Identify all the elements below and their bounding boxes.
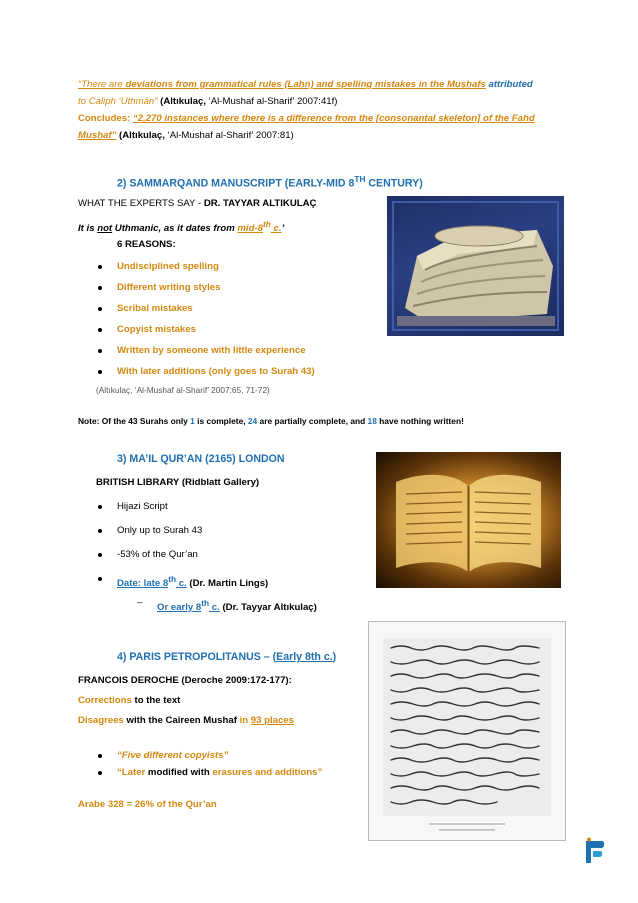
deroche-line: FRANCOIS DEROCHE (Deroche 2009:172-177): (78, 675, 292, 686)
note-line: Note: Of the 43 Surahs only 1 is complete, 24 are partially complete, and 18 have nothing written! (78, 416, 464, 426)
london-quran-photo (376, 452, 561, 588)
reason-item: Copyist mistakes (117, 324, 196, 335)
experts-line: WHAT THE EXPERTS SAY - DR. TAYYAR ALTIKULAÇ (78, 198, 317, 209)
reason-item: Undisciplined spelling (117, 261, 219, 272)
section-4-heading: 4) PARIS PETROPOLITANUS – (Early 8th c.) (117, 651, 337, 663)
bullet-icon (98, 307, 102, 311)
list-item: Only up to Surah 43 (117, 525, 203, 536)
reason-item: Written by someone with little experience (117, 345, 306, 356)
dash-icon: – (137, 597, 143, 608)
reasons-title: 6 REASONS: (117, 239, 176, 250)
disagrees-line: Disagrees with the Caireen Mushaf in 93 places (78, 715, 294, 726)
intro-line-1: “There are deviations from grammatical rules (Laḥn) and spelling mistakes in the Muṣḥafs attributed (78, 79, 533, 90)
paris-manuscript-page (368, 621, 566, 841)
reason-item: Scribal mistakes (117, 303, 193, 314)
intro-line-3: Concludes: “2,270 instances where there is a difference from the [consonantal skeleton] of the Fahd (78, 113, 535, 124)
later-item: “Later modified with erasures and additions” (117, 767, 323, 778)
date-line: Date: late 8th c. (Dr. Martin Lings) (117, 574, 269, 590)
arabe-line: Arabe 328 = 26% of the Qur’an (78, 799, 217, 810)
copyists-item: “Five different copyists” (117, 750, 229, 761)
open-book-drawing (376, 452, 561, 588)
bullet-icon (98, 265, 102, 269)
bullet-icon (98, 529, 102, 533)
logo-icon (582, 837, 606, 865)
bullet-icon (98, 577, 102, 581)
claim-line: It is not Uthmanic, as it dates from mid-8th c.’ (78, 219, 285, 235)
bullet-icon (98, 505, 102, 509)
bullet-icon (98, 754, 102, 758)
bullet-icon (98, 328, 102, 332)
list-item: -53% of the Qur’an (117, 549, 198, 560)
list-item: Hijazi Script (117, 501, 168, 512)
bullet-icon (98, 771, 102, 775)
bullet-icon (98, 553, 102, 557)
reason-item: Different writing styles (117, 282, 221, 293)
bullet-icon (98, 370, 102, 374)
samarkand-manuscript-photo (387, 196, 564, 336)
reason-item: With later additions (only goes to Surah 43) (117, 366, 315, 377)
section-2-heading: 2) SAMMARQAND MANUSCRIPT (EARLY-MID 8TH CENTURY) (117, 174, 423, 190)
bullet-icon (98, 286, 102, 290)
intro-line-2: to Caliph ‘Uthmān” (Altıkulaç, ‘Al-Mushaf al-Sharif’ 2007:41f) (78, 96, 338, 107)
logo-mark (582, 837, 606, 865)
library-line: BRITISH LIBRARY (Ridblatt Gallery) (96, 477, 260, 488)
bullet-icon (98, 349, 102, 353)
citation: (Altıkulaç, ‘Al-Mushaf al-Sharif’ 2007:65, 71-72) (96, 385, 270, 395)
intro-line-4: Muṣḥaf” (Altıkulaç, ‘Al-Mushaf al-Sharif’ 2007:81) (78, 130, 294, 141)
alt-date-line: Or early 8th c. (Dr. Tayyar Altıkulaç) (157, 598, 317, 614)
samarkand-manuscript-drawing (387, 196, 564, 336)
manuscript-scan-drawing (369, 622, 565, 840)
corrections-line: Corrections to the text (78, 695, 181, 706)
section-3-heading: 3) MA’IL QUR’AN (2165) LONDON (117, 453, 285, 465)
